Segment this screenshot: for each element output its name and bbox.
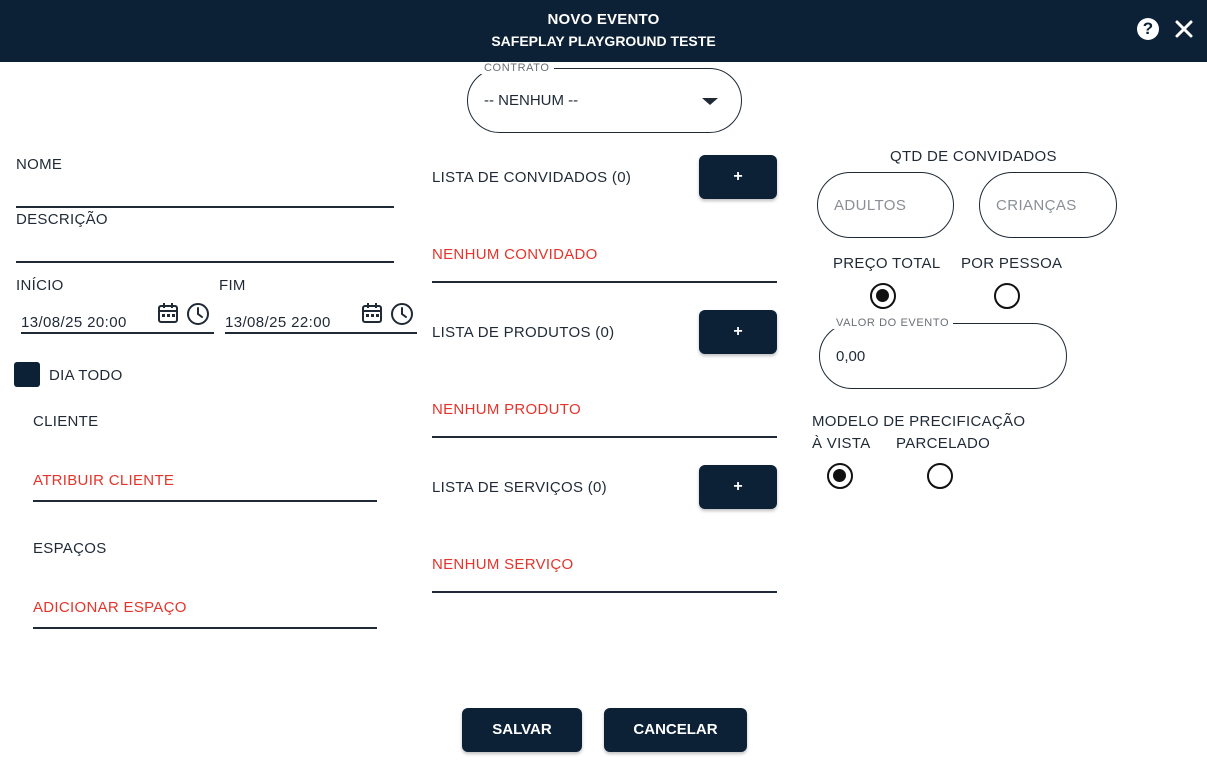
cash-label: À VISTA [812, 435, 871, 452]
assign-client-link[interactable]: ATRIBUIR CLIENTE [33, 472, 175, 489]
name-field[interactable] [16, 206, 394, 208]
clock-icon[interactable] [390, 302, 414, 326]
add-product-button[interactable]: + [699, 310, 777, 354]
cash-radio[interactable] [827, 463, 853, 489]
description-field[interactable] [16, 261, 394, 263]
adults-input[interactable] [817, 172, 954, 238]
installments-label: PARCELADO [896, 435, 991, 452]
name-label: NOME [16, 156, 63, 173]
contract-value: -- NENHUM -- [484, 92, 579, 109]
dialog-title: NOVO EVENTO [547, 11, 660, 28]
all-day-label: DIA TODO [49, 367, 123, 384]
cancel-button[interactable]: CANCELAR [604, 708, 747, 752]
end-datetime-value: 13/08/25 22:00 [225, 314, 331, 331]
spaces-divider [33, 627, 377, 629]
children-input[interactable] [979, 172, 1117, 238]
spaces-label: ESPAÇOS [33, 540, 107, 557]
total-price-label: PREÇO TOTAL [833, 255, 941, 272]
all-day-checkbox[interactable] [14, 362, 40, 387]
dialog-subtitle: SAFEPLAY PLAYGROUND TESTE [491, 33, 716, 49]
guests-empty-text: NENHUM CONVIDADO [432, 246, 598, 263]
guests-count-label: QTD DE CONVIDADOS [890, 148, 1057, 165]
pricing-model-label: MODELO DE PRECIFICAÇÃO [812, 413, 1026, 430]
chevron-down-icon[interactable] [702, 98, 718, 105]
clock-icon[interactable] [186, 302, 210, 326]
calendar-icon[interactable] [361, 302, 383, 324]
description-label: DESCRIÇÃO [16, 211, 108, 228]
dialog-header [0, 0, 1207, 62]
start-label: INÍCIO [16, 277, 64, 294]
children-placeholder: CRIANÇAS [996, 197, 1077, 214]
contract-legend: CONTRATO [480, 62, 554, 74]
event-value: 0,00 [836, 348, 866, 365]
help-icon[interactable]: ? [1137, 18, 1159, 40]
save-button[interactable]: SALVAR [462, 708, 582, 752]
start-datetime-field[interactable] [21, 302, 214, 334]
contract-select[interactable] [467, 62, 742, 133]
products-list-label: LISTA DE PRODUTOS (0) [432, 324, 615, 341]
guests-list-label: LISTA DE CONVIDADOS (0) [432, 169, 632, 186]
end-datetime-field[interactable] [225, 302, 417, 334]
total-price-radio[interactable] [870, 283, 896, 309]
event-value-input[interactable] [819, 317, 1067, 389]
close-icon[interactable] [1173, 18, 1195, 40]
client-divider [33, 500, 377, 502]
per-person-radio[interactable] [994, 283, 1020, 309]
guests-divider [432, 281, 777, 283]
per-person-label: POR PESSOA [961, 255, 1063, 272]
products-divider [432, 436, 777, 438]
client-label: CLIENTE [33, 413, 99, 430]
services-divider [432, 591, 777, 593]
add-service-button[interactable]: + [699, 465, 777, 509]
start-datetime-value: 13/08/25 20:00 [21, 314, 127, 331]
event-value-legend: VALOR DO EVENTO [832, 317, 953, 329]
end-label: FIM [219, 277, 246, 294]
installments-radio[interactable] [927, 463, 953, 489]
add-space-link[interactable]: ADICIONAR ESPAÇO [33, 599, 187, 616]
services-empty-text: NENHUM SERVIÇO [432, 556, 574, 573]
add-guest-button[interactable]: + [699, 155, 777, 199]
adults-placeholder: ADULTOS [834, 197, 907, 214]
products-empty-text: NENHUM PRODUTO [432, 401, 581, 418]
calendar-icon[interactable] [157, 302, 179, 324]
services-list-label: LISTA DE SERVIÇOS (0) [432, 479, 607, 496]
